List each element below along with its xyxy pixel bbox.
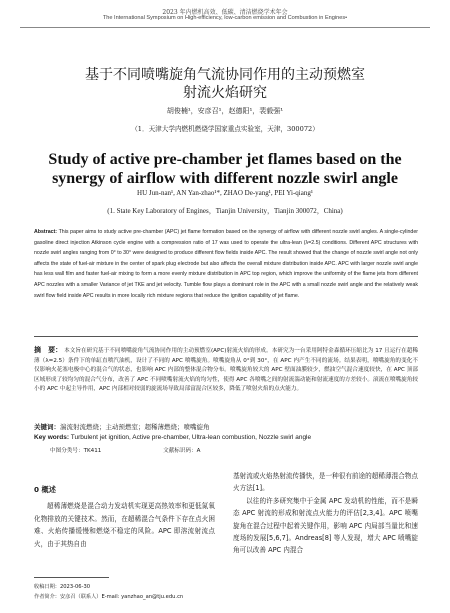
- footnote-author-contact: 作者简介：安彦召（联系人）E-mail: yanzhao_an@tju.edu.cn: [34, 594, 184, 600]
- affiliation-cn: （1．天津大学内燃机燃烧学国家重点实验室，天津，300072）: [131, 125, 319, 133]
- body-paragraph: 以往的许多研究集中于金属 APC 发动机的性能，而不是瞬态 APC 射流的形成和射流点火能力的评估[2,3,4]。APC 喷嘴旋角在混合过程中起着关键作用，影响 APC 内局部当量比和速度场的发展[5,6,7]。Andreas[8] 等人发现，增大 APC 喷嘴旋角可以改善 APC 内混合: [233, 496, 418, 555]
- conference-header-en: The International Symposium on High-efficiency, low-carbon emission and Combustion in Engines•: [102, 15, 348, 21]
- abstract-en-label: Abstract:: [34, 229, 58, 235]
- abstract-divider: [34, 336, 418, 337]
- footnote-divider: [34, 577, 109, 578]
- body-paragraph: 超稀薄燃烧是混合动力发动机实现更高热效率和更低氮氧化物排放的关键技术。然而，在超稀混合气条件下存在点火困难、火焰传播缓慢和燃烧不稳定的风险。APC 即溶流射流点火，由于其热自由: [34, 502, 215, 548]
- authors-cn: 胡俊楠¹，安彦召¹，赵德阳¹，裴毅强¹: [166, 107, 284, 115]
- paper-title-cn-line2: 射流火焰研究: [183, 85, 267, 101]
- clc-number: 中图分类号：TK411: [50, 448, 102, 454]
- keywords-cn-text: 湍流射流燃烧；主动预燃室；超稀薄燃烧；喷嘴旋角: [60, 423, 210, 431]
- keywords-cn-label: 关键词：: [34, 423, 60, 431]
- keywords-en-label: Key words:: [34, 434, 70, 441]
- abstract-cn-text: 本文旨在研究基于不同喷嘴旋角气流协同作用的主动预燃室(APC)射流火焰的形成。本研究为一台采用阿特金森循环压缩比为 17 且运行在超稀薄（λ=2.5）条件下的单缸直喷汽油机，设计了不同的 APC 喷嘴旋角。喷嘴旋角从 0°到 30°，在 APC 内产生不同的流场。结果表明，喷嘴旋角的变化不仅影响火花塞电极中心的混合气的状态，也影响 APC 内部的整体混合物分布。喷嘴旋角较大的 APC 壁面油膜较少，燃油空气混合速度较快，在 APC 顶部区域形成了较均匀的混合气分布，改善了 APC 不同喷嘴射流火焰的均匀性，使得 APC 各喷嘴之间的射流湍动能和射流速度的方差较小。滚流在喷嘴旋角较小的 APC 中起主导作用，APC 内部相对较弱的旋流场导致局部富混合区较多，降低了喷射火焰的点火能力。: [34, 348, 419, 392]
- paper-title-cn: [0, 66, 450, 102]
- authors-en: HU Jun-nan¹, AN Yan-zhao¹*, ZHAO De-yang¹, PEI Yi-qiang¹: [137, 189, 313, 197]
- keywords-cn: [34, 422, 210, 431]
- keywords-en: [34, 434, 311, 441]
- document-code: 文献标识码：A: [163, 448, 201, 454]
- footnote-received-date: 收稿日期：2023-06-30: [34, 584, 91, 590]
- conference-header-cn: 2023 年内燃机高效、低碳、清洁燃烧学术年会: [162, 9, 288, 16]
- body-column-left: [34, 484, 215, 550]
- abstract-en: [34, 227, 418, 301]
- abstract-cn-label: 摘 要：: [34, 346, 63, 354]
- classification-line: [50, 446, 261, 454]
- abstract-en-text: This paper aims to study active pre-chamber (APC) jet flame formation based on the synergy of airflow with different nozzle swirl angles. A single-cylinder gasoline direct injection Atkinson cycle engine with a compression ratio of 17 was used to operate the ultra-lean (λ=2.5) conditions. Different APC structures with nozzle swirl angles ranging from 0° to 30° were designed to produce different flow fields inside APC. The result showed that the change of nozzle swirl angle not only affects the state of fuel-air mixture in the center of spark plug electrode but also affects the overall mixture distribution inside APC. APC with larger nozzle swirl angle has less wall film and faster fuel-air mixing to form a more evenly mixture distribution in APC top region, which improve the uniformity of the flame jets from different APC nozzles with a smaller Variance of jet TKE and jet velocity. Tumble flow plays a dominant role in the APC with a small nozzle swirl angle and the relatively weak swirl flow field inside APC results in more locally rich mixture regions that reduce the ignition capability of jet flame.: [34, 229, 418, 299]
- affiliation-en: (1. State Key Laboratory of Engines，Tianjin University，Tianjin 300072，China): [107, 207, 343, 215]
- paper-title-en-line1: Study of active pre-chamber jet flames based on the: [48, 151, 402, 168]
- section-heading: 0 概述: [34, 485, 56, 494]
- abstract-cn: [34, 346, 418, 395]
- header-divider: [20, 27, 430, 28]
- paper-title-cn-line1: 基于不同喷嘴旋角气流协同作用的主动预燃室: [85, 67, 365, 83]
- paper-title-en: [0, 150, 450, 188]
- paper-title-en-line2: synergy of airflow with different nozzle swirl angle: [52, 170, 398, 187]
- body-column-right: [233, 470, 418, 557]
- body-paragraph: 基射流或火焰热射流传播快，是一种很有前途的超稀薄混合物点火方法[1]。: [233, 472, 418, 493]
- keywords-en-text: Turbulent jet ignition, Active pre-chamber, Ultra-lean combustion, Nozzle swirl angle: [70, 434, 312, 441]
